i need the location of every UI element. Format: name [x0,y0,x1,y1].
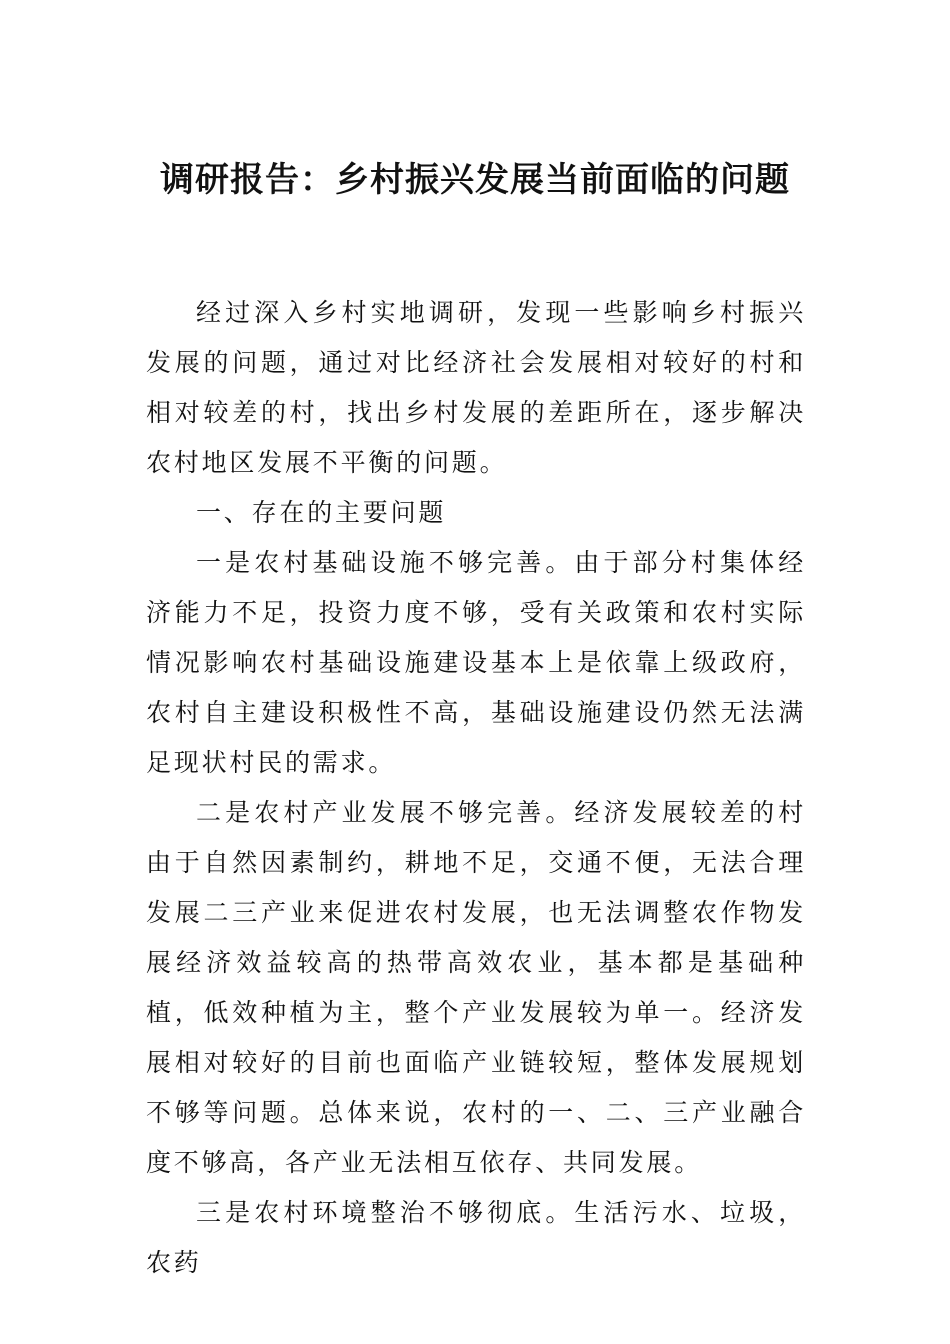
document-title: 调研报告：乡村振兴发展当前面临的问题 [160,160,790,200]
section-heading: 一、存在的主要问题 [196,498,447,527]
problem-paragraph-industry: 二是农村产业发展不够完善。经济发展较差的村由于自然因素制约，耕地不足，交通不便，无法合理发展二三产业来促进农村发展，也无法调整农作物发展经济效益较高的热带高效农业，基本都是基础种植，低效种植为主，整个产业发展较为单一。经济发展相对较好的目前也面临产业链较短，整体发展规划不够等问题。总体来说，农村的一、二、三产业融合度不够高，各产业无法相互依存、共同发展。 [146,798,806,1177]
problem-paragraph-infrastructure: 一是农村基础设施不够完善。由于部分村集体经济能力不足，投资力度不够，受有关政策和农村实际情况影响农村基础设施建设基本上是依靠上级政府，农村自主建设积极性不高，基础设施建设仍然无法满足现状村民的需求。 [146,548,806,777]
document-body [146,288,806,1288]
intro-paragraph: 经过深入乡村实地调研，发现一些影响乡村振兴发展的问题，通过对比经济社会发展相对较好的村和相对较差的村，找出乡村发展的差距所在，逐步解决农村地区发展不平衡的问题。 [146,298,806,477]
problem-paragraph-environment: 三是农村环境整治不够彻底。生活污水、垃圾，农药 [146,1198,806,1277]
